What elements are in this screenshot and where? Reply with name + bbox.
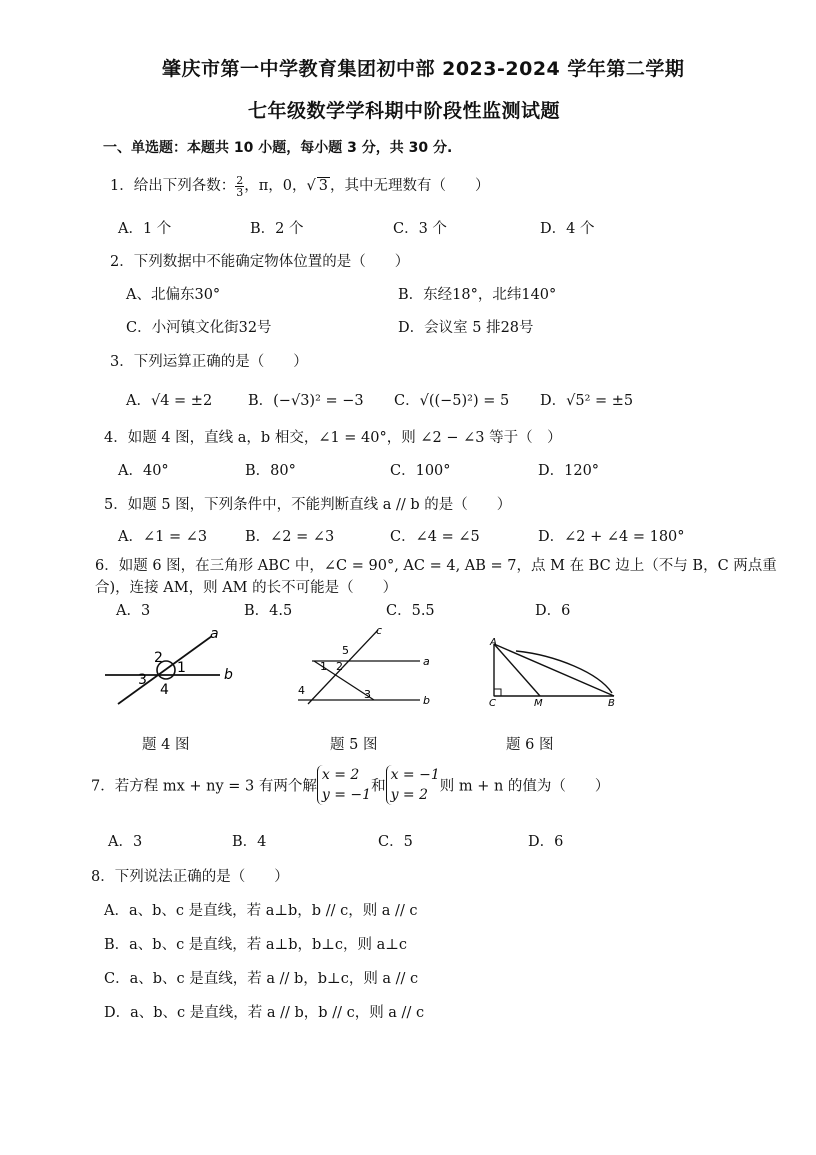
q1-fraction [235, 175, 244, 198]
q5-option-a: A．∠1 = ∠3 [118, 529, 208, 545]
q8-option-d: D．a、b、c 是直线，若 a // b，b // c，则 a // c [104, 1005, 425, 1021]
q7-system-1 [317, 765, 371, 805]
fig4-label-1: 1 [177, 660, 186, 676]
q7-sys1-line1: x = 2 [321, 767, 360, 783]
fig6-label-b: B [608, 698, 615, 708]
fig4-label-a: a [210, 626, 219, 642]
q7-option-d: D．6 [528, 834, 564, 850]
question-5-stem: 5．如题 5 图，下列条件中，不能判断直线 a // b 的是（ ） [104, 497, 512, 513]
section-heading: 一、单选题：本题共 10 小题，每小题 3 分，共 30 分. [103, 140, 453, 156]
q4-option-a: A．40° [118, 463, 169, 479]
fig5-label-4: 4 [298, 684, 305, 697]
fig4-label-3: 3 [138, 672, 147, 688]
fig5-label-1: 1 [320, 660, 327, 673]
q1-fraction-den: 3 [236, 185, 244, 199]
q3-option-d: D．√5² = ±5 [540, 393, 634, 409]
q6-option-a: A．3 [116, 603, 151, 619]
question-3-stem: 3．下列运算正确的是（ ） [110, 354, 308, 370]
fig6-caption: 题 6 图 [506, 737, 554, 753]
question-2-stem: 2．下列数据中不能确定物体位置的是（ ） [110, 254, 410, 270]
q7-sys2-line2: y = 2 [390, 787, 429, 803]
fig4-label-4: 4 [160, 682, 169, 698]
figure-6 [486, 636, 626, 708]
q3-option-a: A．√4 = ±2 [126, 393, 213, 409]
fig6-side-ab [494, 644, 614, 696]
fig4-caption: 题 4 图 [142, 737, 190, 753]
q7-option-c: C．5 [378, 834, 413, 850]
question-4-stem: 4．如题 4 图，直线 a，b 相交，∠1 = 40°，则 ∠2 − ∠3 等于（ ） [104, 430, 562, 446]
fig6-label-m: M [534, 698, 543, 708]
q6-option-b: B．4.5 [244, 603, 293, 619]
q1-option-a: A．1 个 [118, 221, 172, 237]
q6-option-d: D．6 [535, 603, 571, 619]
q2-option-c: C．小河镇文化街32号 [126, 320, 272, 336]
q4-option-b: B．80° [245, 463, 296, 479]
fig5-label-b: b [423, 694, 430, 707]
fig5-label-5: 5 [342, 644, 349, 657]
q1-sqrt: 3 [318, 178, 328, 194]
question-8-stem: 8．下列说法正确的是（ ） [91, 869, 289, 885]
q7-stem-post: 则 m + n 的值为（ ） [439, 778, 610, 795]
question-6-stem-line2: 合)，连接 AM，则 AM 的长不可能是（ ） [95, 580, 398, 596]
figure-4 [100, 622, 250, 712]
q5-option-d: D．∠2 + ∠4 = 180° [538, 529, 685, 545]
q7-system-2 [386, 765, 440, 805]
fig4-label-b: b [224, 667, 233, 683]
q7-stem-pre: 7．若方程 mx + ny = 3 有两个解 [91, 778, 317, 795]
question-7-stem [91, 765, 609, 805]
fig4-label-2: 2 [154, 650, 163, 666]
q3-option-b: B．(−√3)² = −3 [248, 393, 364, 409]
q6-option-c: C．5.5 [386, 603, 435, 619]
q1-option-d: D．4 个 [540, 221, 595, 237]
q4-option-d: D．120° [538, 463, 600, 479]
fig6-scribble [516, 651, 612, 693]
q1-stem-pre: 1．给出下列各数： [110, 178, 236, 194]
page-title-line2: 七年级数学学科期中阶段性监测试题 [248, 100, 561, 122]
fig5-label-c: c [376, 624, 383, 637]
question-6-stem-line1: 6．如题 6 图，在三角形 ABC 中，∠C = 90°, AC = 4, AB = 7，点 M 在 BC 边上（不与 B，C 两点重 [95, 558, 777, 574]
page-title-line1: 肇庆市第一中学教育集团初中部 2023-2024 学年第二学期 [162, 58, 685, 80]
q5-option-c: C．∠4 = ∠5 [390, 529, 480, 545]
fig6-label-c: C [489, 698, 496, 708]
q8-option-c: C．a、b、c 是直线，若 a // b，b⊥c，则 a // c [104, 971, 419, 987]
q2-option-d: D．会议室 5 排28号 [398, 320, 534, 336]
q2-option-b: B．东经18°，北纬140° [398, 287, 557, 303]
q3-option-c: C．√((−5)²) = 5 [394, 393, 510, 409]
fig5-caption: 题 5 图 [330, 737, 378, 753]
q1-option-c: C．3 个 [393, 221, 447, 237]
q7-and: 和 [371, 778, 386, 795]
q5-option-b: B．∠2 = ∠3 [245, 529, 335, 545]
q4-option-c: C．100° [390, 463, 451, 479]
q1-option-b: B．2 个 [250, 221, 304, 237]
q2-option-a: A、北偏东30° [126, 287, 221, 303]
q1-fraction-num: 2 [236, 173, 244, 187]
fig5-label-3: 3 [364, 688, 371, 701]
q7-option-a: A．3 [108, 834, 143, 850]
fig5-label-a: a [423, 655, 430, 668]
q7-sys2-line1: x = −1 [390, 767, 440, 783]
fig6-label-a: A [490, 637, 497, 648]
question-1-stem: 1．给出下列各数： $\frac{2}{3}$ ，π，0，√ 3 ，其中无理数有（ ） [110, 173, 490, 199]
q7-option-b: B．4 [232, 834, 267, 850]
q7-sys1-line2: y = −1 [321, 787, 372, 803]
fig5-label-2: 2 [336, 660, 343, 673]
q1-stem-post: ，其中无理数有（ ） [329, 178, 490, 194]
q8-option-a: A．a、b、c 是直线，若 a⊥b，b // c，则 a // c [104, 903, 418, 919]
fig6-right-angle-mark [494, 689, 501, 696]
q1-stem-mid: ，π，0， [244, 178, 307, 194]
figure-5 [290, 624, 450, 712]
q8-option-b: B．a、b、c 是直线，若 a⊥b，b⊥c，则 a⊥c [104, 937, 408, 953]
